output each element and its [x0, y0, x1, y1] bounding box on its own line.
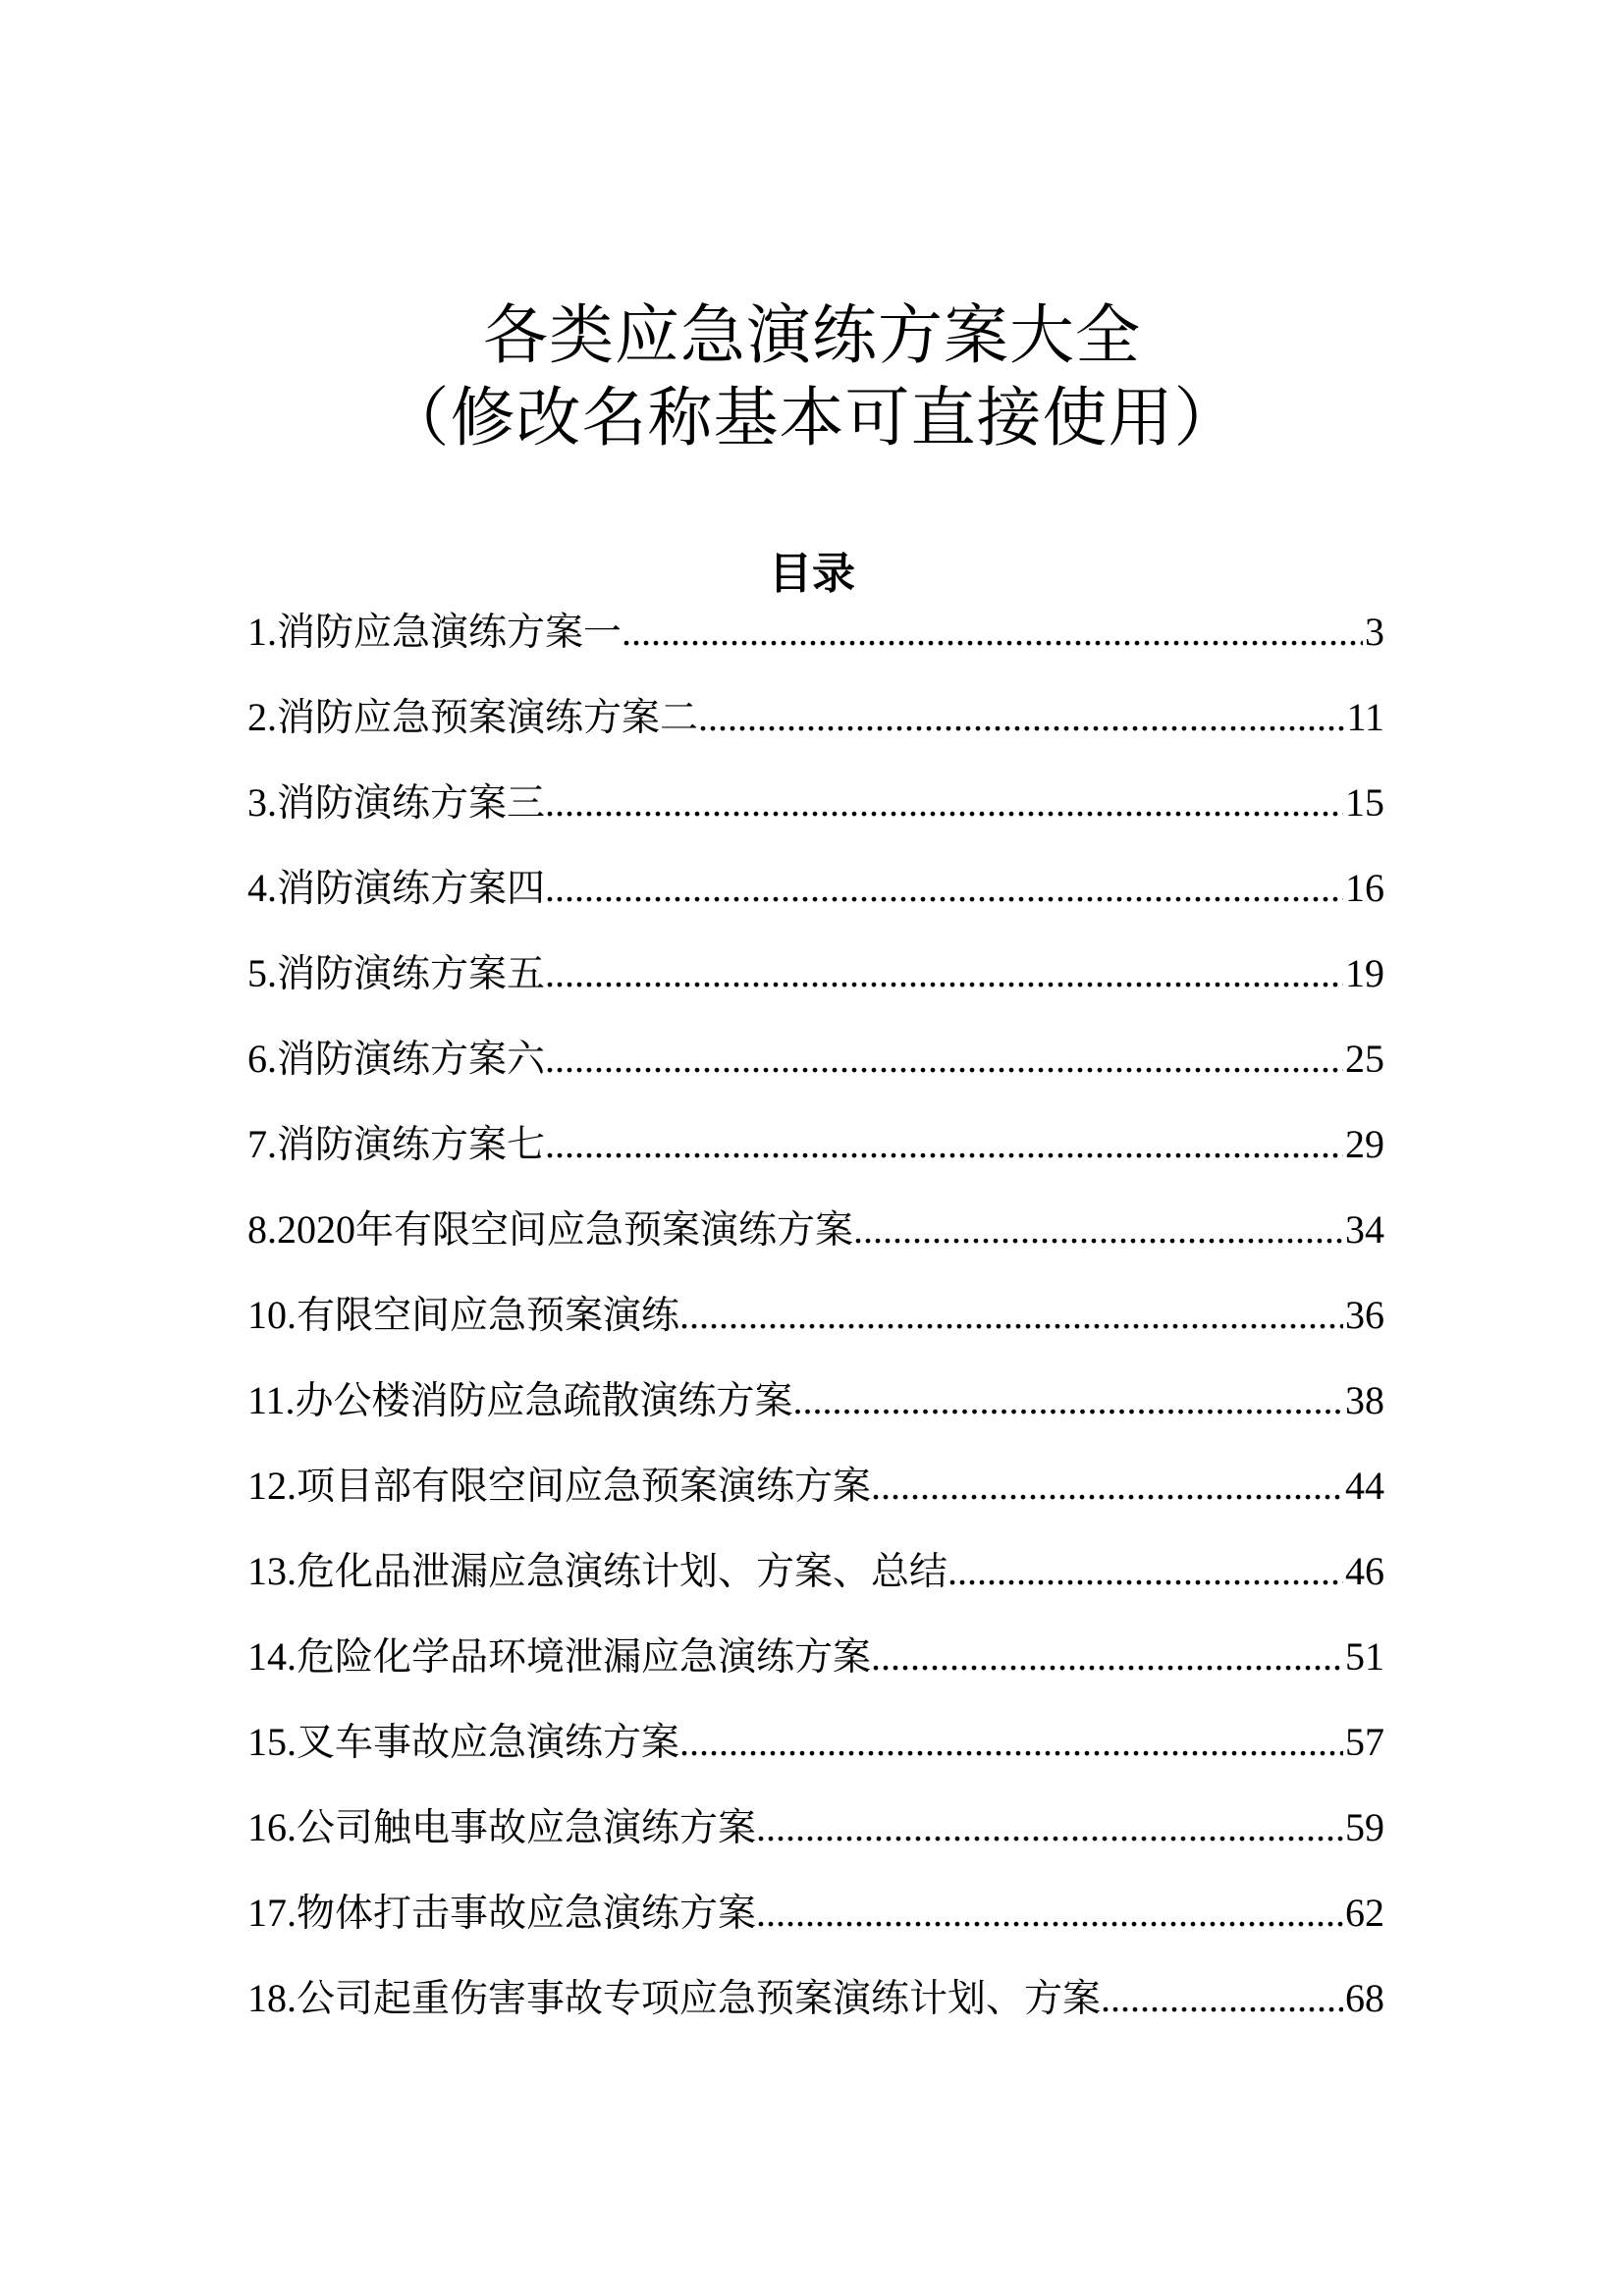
- toc-entry-number: 7.: [247, 1122, 277, 1166]
- toc-entry-title: 消防演练方案七: [277, 1123, 546, 1167]
- toc-entry-number: 14.: [247, 1634, 297, 1679]
- toc-entry-title: 消防演练方案四: [277, 867, 546, 911]
- toc-entry[interactable]: [247, 1459, 1384, 1544]
- toc-heading: 目录: [769, 548, 855, 599]
- toc-dot-leader: [545, 946, 1343, 1001]
- toc-entry[interactable]: [247, 1117, 1384, 1202]
- toc-entry-title: 办公楼消防应急疏散演练方案: [295, 1379, 793, 1423]
- toc-entry-title: 叉车事故应急演练方案: [297, 1721, 680, 1765]
- toc-entry-page: 62: [1345, 1891, 1384, 1935]
- toc-dot-leader: [698, 690, 1344, 745]
- toc-entry[interactable]: [247, 1886, 1384, 1971]
- toc-entry[interactable]: [247, 1971, 1384, 2056]
- toc-dot-leader: [793, 1373, 1343, 1428]
- toc-entry-page: 68: [1345, 1976, 1384, 2020]
- toc-entry-title: 危化品泄漏应急演练计划、方案、总结: [297, 1550, 948, 1594]
- toc-entry-title: 消防应急演练方案一: [277, 611, 623, 655]
- toc-entry-page: 15: [1345, 780, 1384, 825]
- toc-dot-leader: [679, 1288, 1343, 1343]
- toc-entry-title: 物体打击事故应急演练方案: [297, 1892, 757, 1936]
- toc-entry[interactable]: [247, 1800, 1384, 1886]
- toc-dot-leader: [622, 605, 1363, 660]
- toc-entry-title: 公司起重伤害事故专项应急预案演练计划、方案: [297, 1977, 1102, 2021]
- toc-entry[interactable]: [247, 1629, 1384, 1715]
- toc-entry[interactable]: [247, 605, 1384, 690]
- toc-entry-number: 8.2020: [247, 1207, 355, 1252]
- toc-dot-leader: [853, 1202, 1343, 1257]
- toc-entry-number: 18.: [247, 1976, 297, 2020]
- toc-dot-leader: [756, 1886, 1343, 1941]
- toc-entry-number: 10.: [247, 1293, 297, 1337]
- toc-entry[interactable]: [247, 861, 1384, 946]
- toc-entry-number: 13.: [247, 1549, 297, 1593]
- toc-dot-leader: [756, 1800, 1343, 1855]
- toc-entry-number: 12.: [247, 1464, 297, 1508]
- toc-entry-page: 46: [1345, 1549, 1384, 1593]
- toc-entry-page: 29: [1345, 1122, 1384, 1166]
- toc-entry-page: 59: [1345, 1805, 1384, 1849]
- toc-entry[interactable]: [247, 1544, 1384, 1629]
- toc-entry[interactable]: [247, 1373, 1384, 1459]
- toc-entry-title: 项目部有限空间应急预案演练方案: [297, 1465, 872, 1509]
- document-subtitle: （修改名称基本可直接使用）: [384, 380, 1240, 455]
- toc-entry-page: 51: [1345, 1634, 1384, 1679]
- toc-dot-leader: [871, 1459, 1343, 1514]
- toc-entry[interactable]: [247, 775, 1384, 861]
- toc-entry-number: 5.: [247, 951, 277, 995]
- toc-entry-page: 3: [1365, 610, 1384, 654]
- toc-entry-page: 36: [1345, 1293, 1384, 1337]
- toc-entry[interactable]: [247, 1288, 1384, 1373]
- toc-dot-leader: [1101, 1971, 1343, 2026]
- toc-dot-leader: [871, 1629, 1343, 1684]
- toc-dot-leader: [545, 775, 1343, 830]
- toc-dot-leader: [545, 861, 1343, 916]
- toc-entry-number: 17.: [247, 1891, 297, 1935]
- toc-entry-number: 1.: [247, 610, 277, 654]
- table-of-contents: [247, 605, 1384, 2056]
- toc-dot-leader: [679, 1715, 1343, 1770]
- toc-entry-page: 19: [1345, 951, 1384, 995]
- toc-entry-page: 34: [1345, 1207, 1384, 1252]
- toc-entry-number: 15.: [247, 1720, 297, 1764]
- toc-entry-number: 4.: [247, 866, 277, 910]
- toc-entry-page: 57: [1345, 1720, 1384, 1764]
- toc-entry-page: 25: [1345, 1037, 1384, 1081]
- toc-entry-page: 44: [1345, 1464, 1384, 1508]
- toc-dot-leader: [545, 1032, 1343, 1087]
- toc-entry-number: 11.: [247, 1378, 296, 1422]
- toc-entry-number: 6.: [247, 1037, 277, 1081]
- toc-entry[interactable]: [247, 1715, 1384, 1800]
- toc-entry[interactable]: [247, 1032, 1384, 1117]
- toc-entry-number: 16.: [247, 1805, 297, 1849]
- toc-entry[interactable]: [247, 690, 1384, 775]
- toc-dot-leader: [947, 1544, 1343, 1599]
- toc-entry-number: 2.: [247, 695, 277, 739]
- toc-entry-title: 消防演练方案三: [277, 781, 546, 826]
- toc-entry-page: 16: [1345, 866, 1384, 910]
- toc-entry[interactable]: [247, 946, 1384, 1032]
- toc-dot-leader: [545, 1117, 1343, 1172]
- toc-entry[interactable]: [247, 1202, 1384, 1288]
- toc-entry-number: 3.: [247, 780, 277, 825]
- toc-entry-title: 年有限空间应急预案演练方案: [355, 1208, 854, 1253]
- toc-entry-title: 消防演练方案六: [277, 1038, 546, 1082]
- toc-entry-title: 消防演练方案五: [277, 952, 546, 996]
- toc-entry-title: 危险化学品环境泄漏应急演练方案: [297, 1635, 872, 1680]
- toc-entry-title: 有限空间应急预案演练: [297, 1294, 680, 1338]
- toc-entry-title: 消防应急预案演练方案二: [277, 696, 699, 740]
- toc-entry-page: 38: [1345, 1378, 1384, 1422]
- document-title: 各类应急演练方案大全: [483, 297, 1141, 374]
- toc-entry-page: 11: [1346, 695, 1384, 739]
- toc-entry-title: 公司触电事故应急演练方案: [297, 1806, 757, 1850]
